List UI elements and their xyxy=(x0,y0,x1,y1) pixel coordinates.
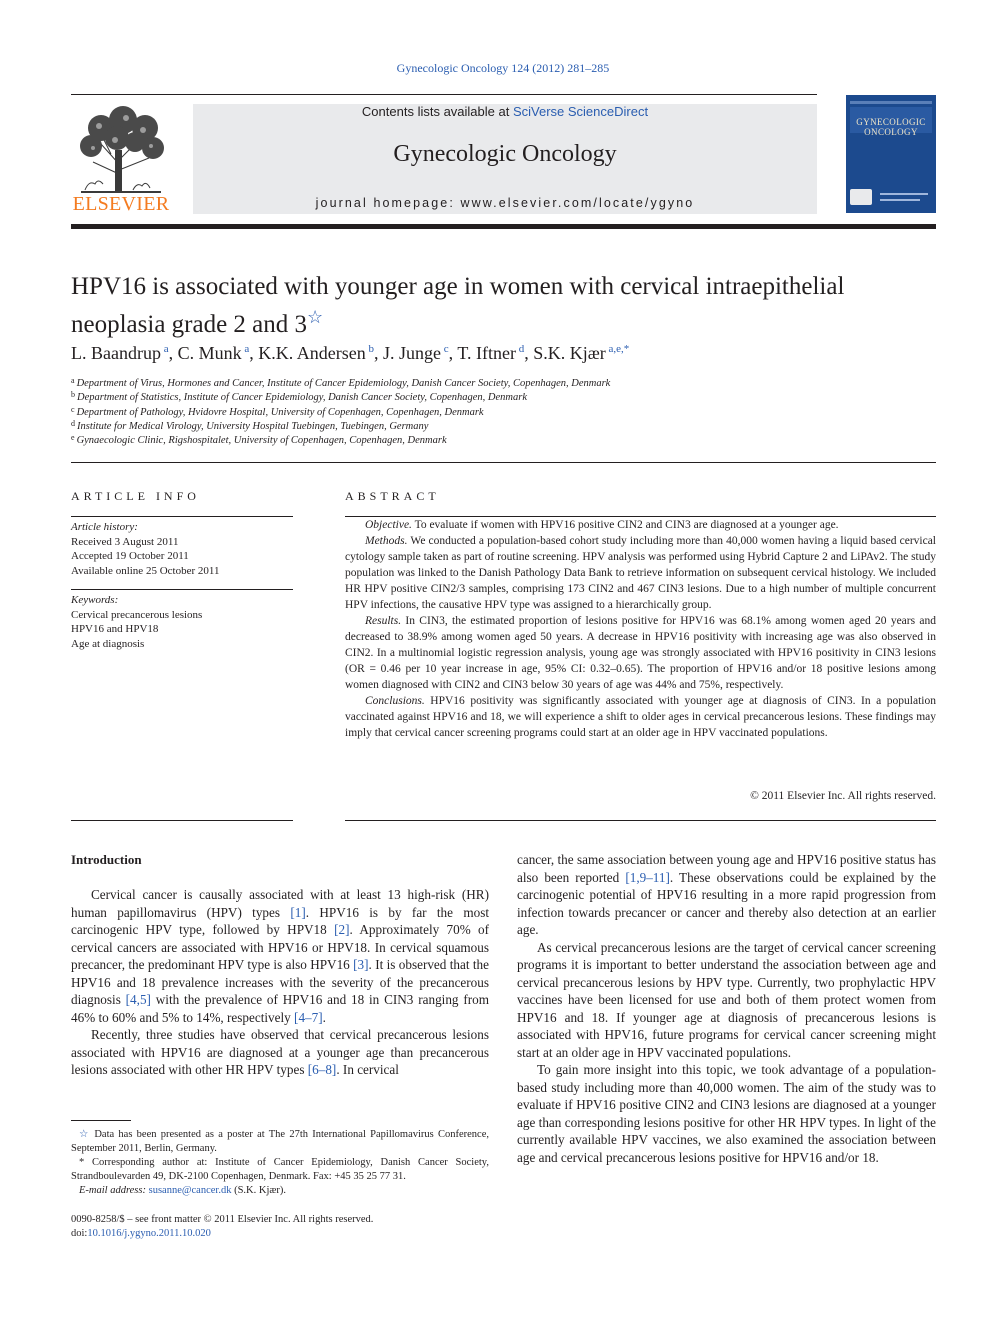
cover-line xyxy=(880,199,920,201)
affiliation: $^b$ Department of Statistics, Institute of Cancer Epidemiology, Danish Cancer Society, Copenhagen, Denmark xyxy=(71,390,527,404)
keywords-label: Keywords: xyxy=(71,594,119,606)
elsevier-wordmark: ELSEVIER xyxy=(72,193,170,215)
header-rule xyxy=(71,94,817,95)
doi-link[interactable]: 10.1016/j.ygyno.2011.10.020 xyxy=(87,1228,211,1239)
masthead-thick-rule xyxy=(71,224,936,229)
footnote-corresponding: * Corresponding author at: Institute of Cancer Epidemiology, Danish Cancer Society, Strandboulevarden 49, DK-2100 Copenhagen, Denmark. Fax: +45 35 25 77 31. xyxy=(71,1157,489,1182)
author-affiliation-mark[interactable]: c xyxy=(441,343,449,355)
journal-homepage[interactable]: journal homepage: www.elsevier.com/locate/ygyno xyxy=(315,196,695,210)
doi-line: doi:10.1016/j.ygyno.2011.10.020 xyxy=(71,1228,211,1239)
author-name: S.K. Kjær xyxy=(533,343,606,363)
abstract-rule xyxy=(345,820,936,821)
citation-link[interactable]: [1] xyxy=(290,904,306,920)
introduction-heading: Introduction xyxy=(71,852,142,867)
body-paragraph: Cervical cancer is causally associated with at least 13 high-risk (HR) human papillomavirus (HPV) types [1]. HPV16 is by far the most carcinogenic HPV type, followed by HPV18 [2]. Approximately 70% of cervical cancers are associated with HPV16 or HPV18. In cervical squamous precancer, the predominant HPV type is also HPV16 [3]. It is observed that the HPV16 and 18 prevalence increases with the severity of the precancerous diagnosis [4,5] with the prevalence of HPV16 and 18 in CIN3 ranging from 46% to 60% and 5% to 14%, respectively [4–7]. xyxy=(71,887,489,1025)
section-rule xyxy=(71,462,936,463)
contents-available-line xyxy=(193,104,817,119)
accepted-date: Accepted 19 October 2011 xyxy=(71,550,189,562)
body-paragraph: To gain more insight into this topic, we took advantage of a population-based study including more than 40,000 women. The aim of the study was to evaluate if HPV16 positive CIN2 and CIN3 lesions are diagnosed at a younger age than corresponding lesions positive for other HR HPV types. In light of the currently available HPV vaccines, we also examined the association between age and cervical precancerous lesions positive for HPV16 and/or 18. xyxy=(517,1062,936,1165)
online-date: Available online 25 October 2011 xyxy=(71,564,220,577)
contents-prefix: Contents lists available at xyxy=(361,104,513,119)
cover-title-line: ONCOLOGY xyxy=(864,127,918,137)
article-title-line: HPV16 is associated with younger age in women with cervical intraepithelial xyxy=(71,273,845,300)
journal-citation[interactable]: Gynecologic Oncology 124 (2012) 281–285 xyxy=(396,61,610,75)
received-date: Received 3 August 2011 xyxy=(71,535,179,548)
footnotes xyxy=(71,1128,489,1198)
article-title-line: neoplasia grade 2 and 3☆ xyxy=(71,307,324,338)
author-name: C. Munk xyxy=(177,343,242,363)
article-title xyxy=(71,272,931,340)
body-paragraph: As cervical precancerous lesions are the target of cervical cancer screening programs it is important to better understand the association between age and cervical precancerous lesions by HPV type. Currently, two prophylactic HPV vaccines have been licensed for use and both of them protect women from HPV16 and 18. If younger age at diagnosis of precancerous lesions is associated with HPV16, future programs for cervical cancer screening might start at an older age in HPV vaccinated populations. xyxy=(517,939,936,1060)
body-paragraph: Recently, three studies have observed that cervical precancerous lesions associated with HPV16 are diagnosed at a younger age than precancerous lesions associated with other HR HPV types [6–8]. In cervical xyxy=(71,1027,489,1077)
issn-line: 0090-8258/$ – see front matter © 2011 Elsevier Inc. All rights reserved. xyxy=(71,1214,374,1225)
abstract-copyright: © 2011 Elsevier Inc. All rights reserved. xyxy=(750,790,936,802)
history-label: Article history: xyxy=(71,521,138,533)
citation-link[interactable]: [6–8] xyxy=(307,1062,337,1077)
article-history xyxy=(71,520,293,578)
article-info-rule xyxy=(71,516,293,517)
keyword: Age at diagnosis xyxy=(71,637,145,650)
citation-link[interactable]: [4,5] xyxy=(125,992,151,1007)
article-info-heading: ARTICLE INFO xyxy=(71,489,200,503)
footnote-poster: ☆ Data has been presented as a poster at The 27th International Papillomavirus Conference, September 2011, Berlin, Germany. xyxy=(71,1129,490,1154)
abstract-conclusions: Conclusions. HPV16 positivity was significantly associated with younger age at diagnosis of CIN3. In a population vaccinated against HPV16 and 18, we will experience a shift to older ages in cervical precancerous lesions. These findings may imply that cervical cancer screening programs could start at an older age in HPV vaccinated populations. xyxy=(345,695,936,739)
cover-band xyxy=(850,101,932,104)
citation-link[interactable]: [1,9–11] xyxy=(625,869,670,885)
body-right-column xyxy=(517,851,936,1166)
author-affiliation-mark[interactable]: a xyxy=(160,343,169,355)
abstract-objective: Objective. To evaluate if women with HPV16 positive CIN2 and CIN3 are diagnosed at a younger age. xyxy=(365,519,839,531)
footnote-asterisk: * xyxy=(79,1157,85,1168)
footnote-star-mark: ☆ xyxy=(79,1129,91,1140)
sciencedirect-link[interactable]: SciVerse ScienceDirect xyxy=(512,104,649,119)
author-name: K.K. Andersen xyxy=(258,343,366,363)
affiliation: $^c$ Department of Pathology, Hvidovre Hospital, University of Copenhagen, Copenhagen, Denmark xyxy=(71,404,484,418)
abstract-body xyxy=(345,517,936,741)
cover-title xyxy=(849,117,933,137)
affiliation: $^a$ Department of Virus, Hormones and Cancer, Institute of Cancer Epidemiology, Danish Cancer Society, Copenhagen, Denmark xyxy=(71,376,611,389)
abstract-methods: Methods. We conducted a population-based cohort study including more than 40,000 women having a liquid based cervical cytology sample taken as part of routine screening. HPV analysis was performed using Hybrid Capture 2 and LiPAv2. The study population was linked to the Danish Pathology Data Bank to retrieve information on subsequent cervical histology. We included HR HPV positive CIN2/3 samples, comprising 173 CIN2 and 467 CIN3 lesions. Due to a high number of multiple concurrent HPV infections, the causative HPV type was assigned to a hierarchically group. xyxy=(345,535,936,611)
author-name: L. Baandrup xyxy=(71,343,161,363)
keyword: HPV16 and HPV18 xyxy=(71,623,159,635)
abstract-heading: ABSTRACT xyxy=(345,489,440,503)
affiliation: $^d$ Institute for Medical Virology, University Hospital Tuebingen, Tuebingen, Germany xyxy=(71,418,429,432)
body-left-column xyxy=(71,886,489,1079)
abstract-results: Results. In CIN3, the estimated proportion of lesions positive for HPV16 was 68.1% among women aged 20 years and decreased to 38.9% among women aged 50 years. A decrease in HPV16 positivity with increasing age was also observed in CIN2. In a multinomial logistic regression analysis, young age was strongly associated with HPV16 positivity in CIN3 lesions (OR = 0.46 per 10 year increase in age, 95% CI: 0.32–0.65). The proportion of HPV16 and/or 18 positive lesions among women diagnosed with CIN2 and CIN3 below 30 years of age was 44% and 75%, respectively. xyxy=(345,615,936,691)
author-list: L. Baandrup $^a$, C. Munk $^a$, K.K. Andersen $^b$, J. Junge $^c$, T. Iftner $^d$, S.K. Kjær $^{a,e,*}$ xyxy=(71,343,630,363)
citation-link[interactable]: [2] xyxy=(334,922,350,937)
keyword: Cervical precancerous lesions xyxy=(71,608,203,621)
article-info-rule xyxy=(71,589,293,590)
author-name: J. Junge xyxy=(383,343,442,363)
cover-badge xyxy=(850,189,872,205)
body-paragraph: cancer, the same association between young age and HPV16 positive status has also been reported [1,9–11]. These observations could be explained by the carcinogenic potential of HPV16 resulting in a more rapid progression from infection towards precancer or cancer and thereby also detection at an earlier age. xyxy=(517,852,936,937)
citation-link[interactable]: [4–7] xyxy=(294,1009,323,1025)
author-affiliation-mark[interactable]: a,e,* xyxy=(605,343,630,355)
author-affiliation-mark[interactable]: d xyxy=(515,343,525,355)
title-footnote-star[interactable]: ☆ xyxy=(307,307,324,327)
cover-title-line: GYNECOLOGIC xyxy=(856,117,926,127)
footnote-rule xyxy=(71,1120,131,1121)
author-affiliation-mark[interactable]: b xyxy=(365,343,375,355)
article-info-rule xyxy=(71,820,293,821)
email-link[interactable]: susanne@cancer.dk xyxy=(148,1185,232,1196)
citation-link[interactable]: [3] xyxy=(353,957,369,972)
journal-name: Gynecologic Oncology xyxy=(393,141,617,167)
keywords xyxy=(71,593,293,651)
journal-cover xyxy=(846,95,936,213)
author-affiliation-mark[interactable]: a xyxy=(241,343,250,355)
affiliation: $^e$ Gynaecologic Clinic, Rigshospitalet, University of Copenhagen, Copenhagen, Denmark xyxy=(71,433,447,447)
email-label: E-mail address: xyxy=(79,1185,146,1196)
footnote-email: E-mail address: susanne@cancer.dk (S.K. Kjær). xyxy=(79,1185,287,1196)
author-name: T. Iftner xyxy=(457,343,516,363)
cover-line xyxy=(880,193,928,195)
